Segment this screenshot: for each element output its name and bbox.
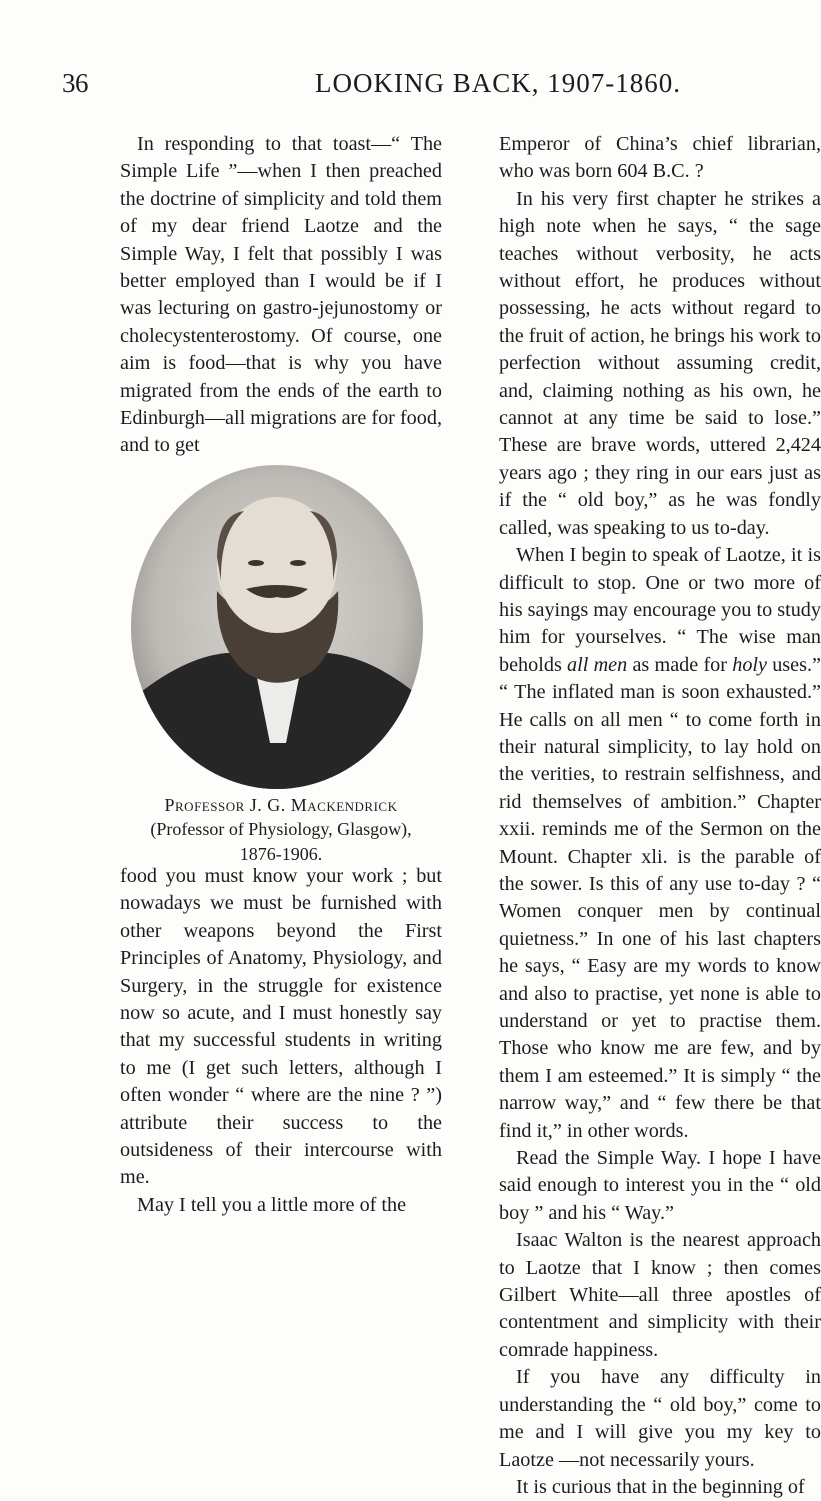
paragraph [499, 542, 821, 1145]
caption-name: Professor J. G. Mackendrick [164, 794, 398, 815]
paragraph: It is curious that in the beginning of [516, 1475, 805, 1498]
figure-caption [116, 793, 446, 867]
running-title: LOOKING BACK, 1907-1860. [315, 68, 681, 98]
paragraph: Read the Simple Way. I hope I have said enough to interest you in the “ old boy ” and his “ Way.” [499, 1147, 821, 1224]
paragraph: food you must know your work ; but nowadays we must be furnished with other weapons beyond the First Principles of Anatomy, Physiology, and Surgery, in the struggle for existence now so acute, and I must honestly say that my successful students in writing to me (I get such letters, although I often wonder “ where are the nine ? ”) attribute their success to the outsideness of their intercourse with me. [120, 864, 442, 1189]
portrait-figure [116, 463, 438, 863]
page-number: 36 [62, 68, 88, 98]
caption-years: 1876-1906. [239, 843, 323, 864]
italic-phrase: holy [732, 653, 767, 676]
running-header [0, 68, 800, 108]
text-run: uses.” “ The inflated man is soon exhausted.” He calls on all men “ to come forth in their natural simplicity, to lay hold on the verities, to restrain selfishness, and rid themselves of ambition.” Chapter xxii. reminds me of the Sermon on the Mount. Chapter xli. is the parable of the sower. Is this of any use to-day ? “ Women conquer men by continual quietness.” In one of his last chapters he says, “ Easy are my words to know and also to practise, yet none is able to understand or yet to practise them. Those who know me are few, and by them I am esteemed.” It is simply “ the narrow way,” and “ few there be that find it,” in other words. [499, 653, 821, 1142]
right-column [499, 131, 821, 1501]
paragraph: Emperor of China’s chief librarian, who was born 604 B.C. ? [499, 133, 821, 183]
paragraph: Isaac Walton is the nearest approach to Laotze that I know ; then comes Gilbert White—all three apostles of contentment and simplicity with their comrade happiness. [499, 1229, 821, 1361]
left-column [120, 131, 442, 1219]
text-run: as made for [627, 653, 733, 676]
paragraph: In his very first chapter he strikes a high note when he says, “ the sage teaches without verbosity, he acts without effort, he produces without possessing, he acts without regard to the fruit of action, he brings his work to perfection without assuming credit, and, claiming nothing as his own, he cannot at any time be said to lose.” These are brave words, uttered 2,424 years ago ; they ring in our ears just as if the “ old boy,” as he was fondly called, was speaking to us to-day. [499, 187, 821, 539]
caption-title: (Professor of Physiology, Glasgow), [150, 819, 412, 840]
italic-phrase: all men [567, 653, 628, 676]
paragraph: In responding to that toast—“ The Simple Life ”—when I then preached the doctrine of simplicity and told them of my dear friend Laotze and the Simple Way, I felt that possibly I was better employed than I would be if I was lecturing on gastro-jejunostomy or cholecystenterostomy. Of course, one aim is food—that is why you have migrated from the ends of the earth to Edinburgh—all migrations are for food, and to get [120, 133, 442, 457]
text-run: When I begin to speak of Laotze, it is difficult to stop. One or two more of his sayings may encourage you to study him for yourselves. “ The wise man beholds [499, 544, 821, 676]
paragraph: If you have any difficulty in understanding the “ old boy,” come to me and I will give you my key to Laotze —not necessarily yours. [499, 1366, 821, 1471]
portrait-photo [116, 463, 438, 791]
paragraph: May I tell you a little more of the [137, 1193, 407, 1216]
